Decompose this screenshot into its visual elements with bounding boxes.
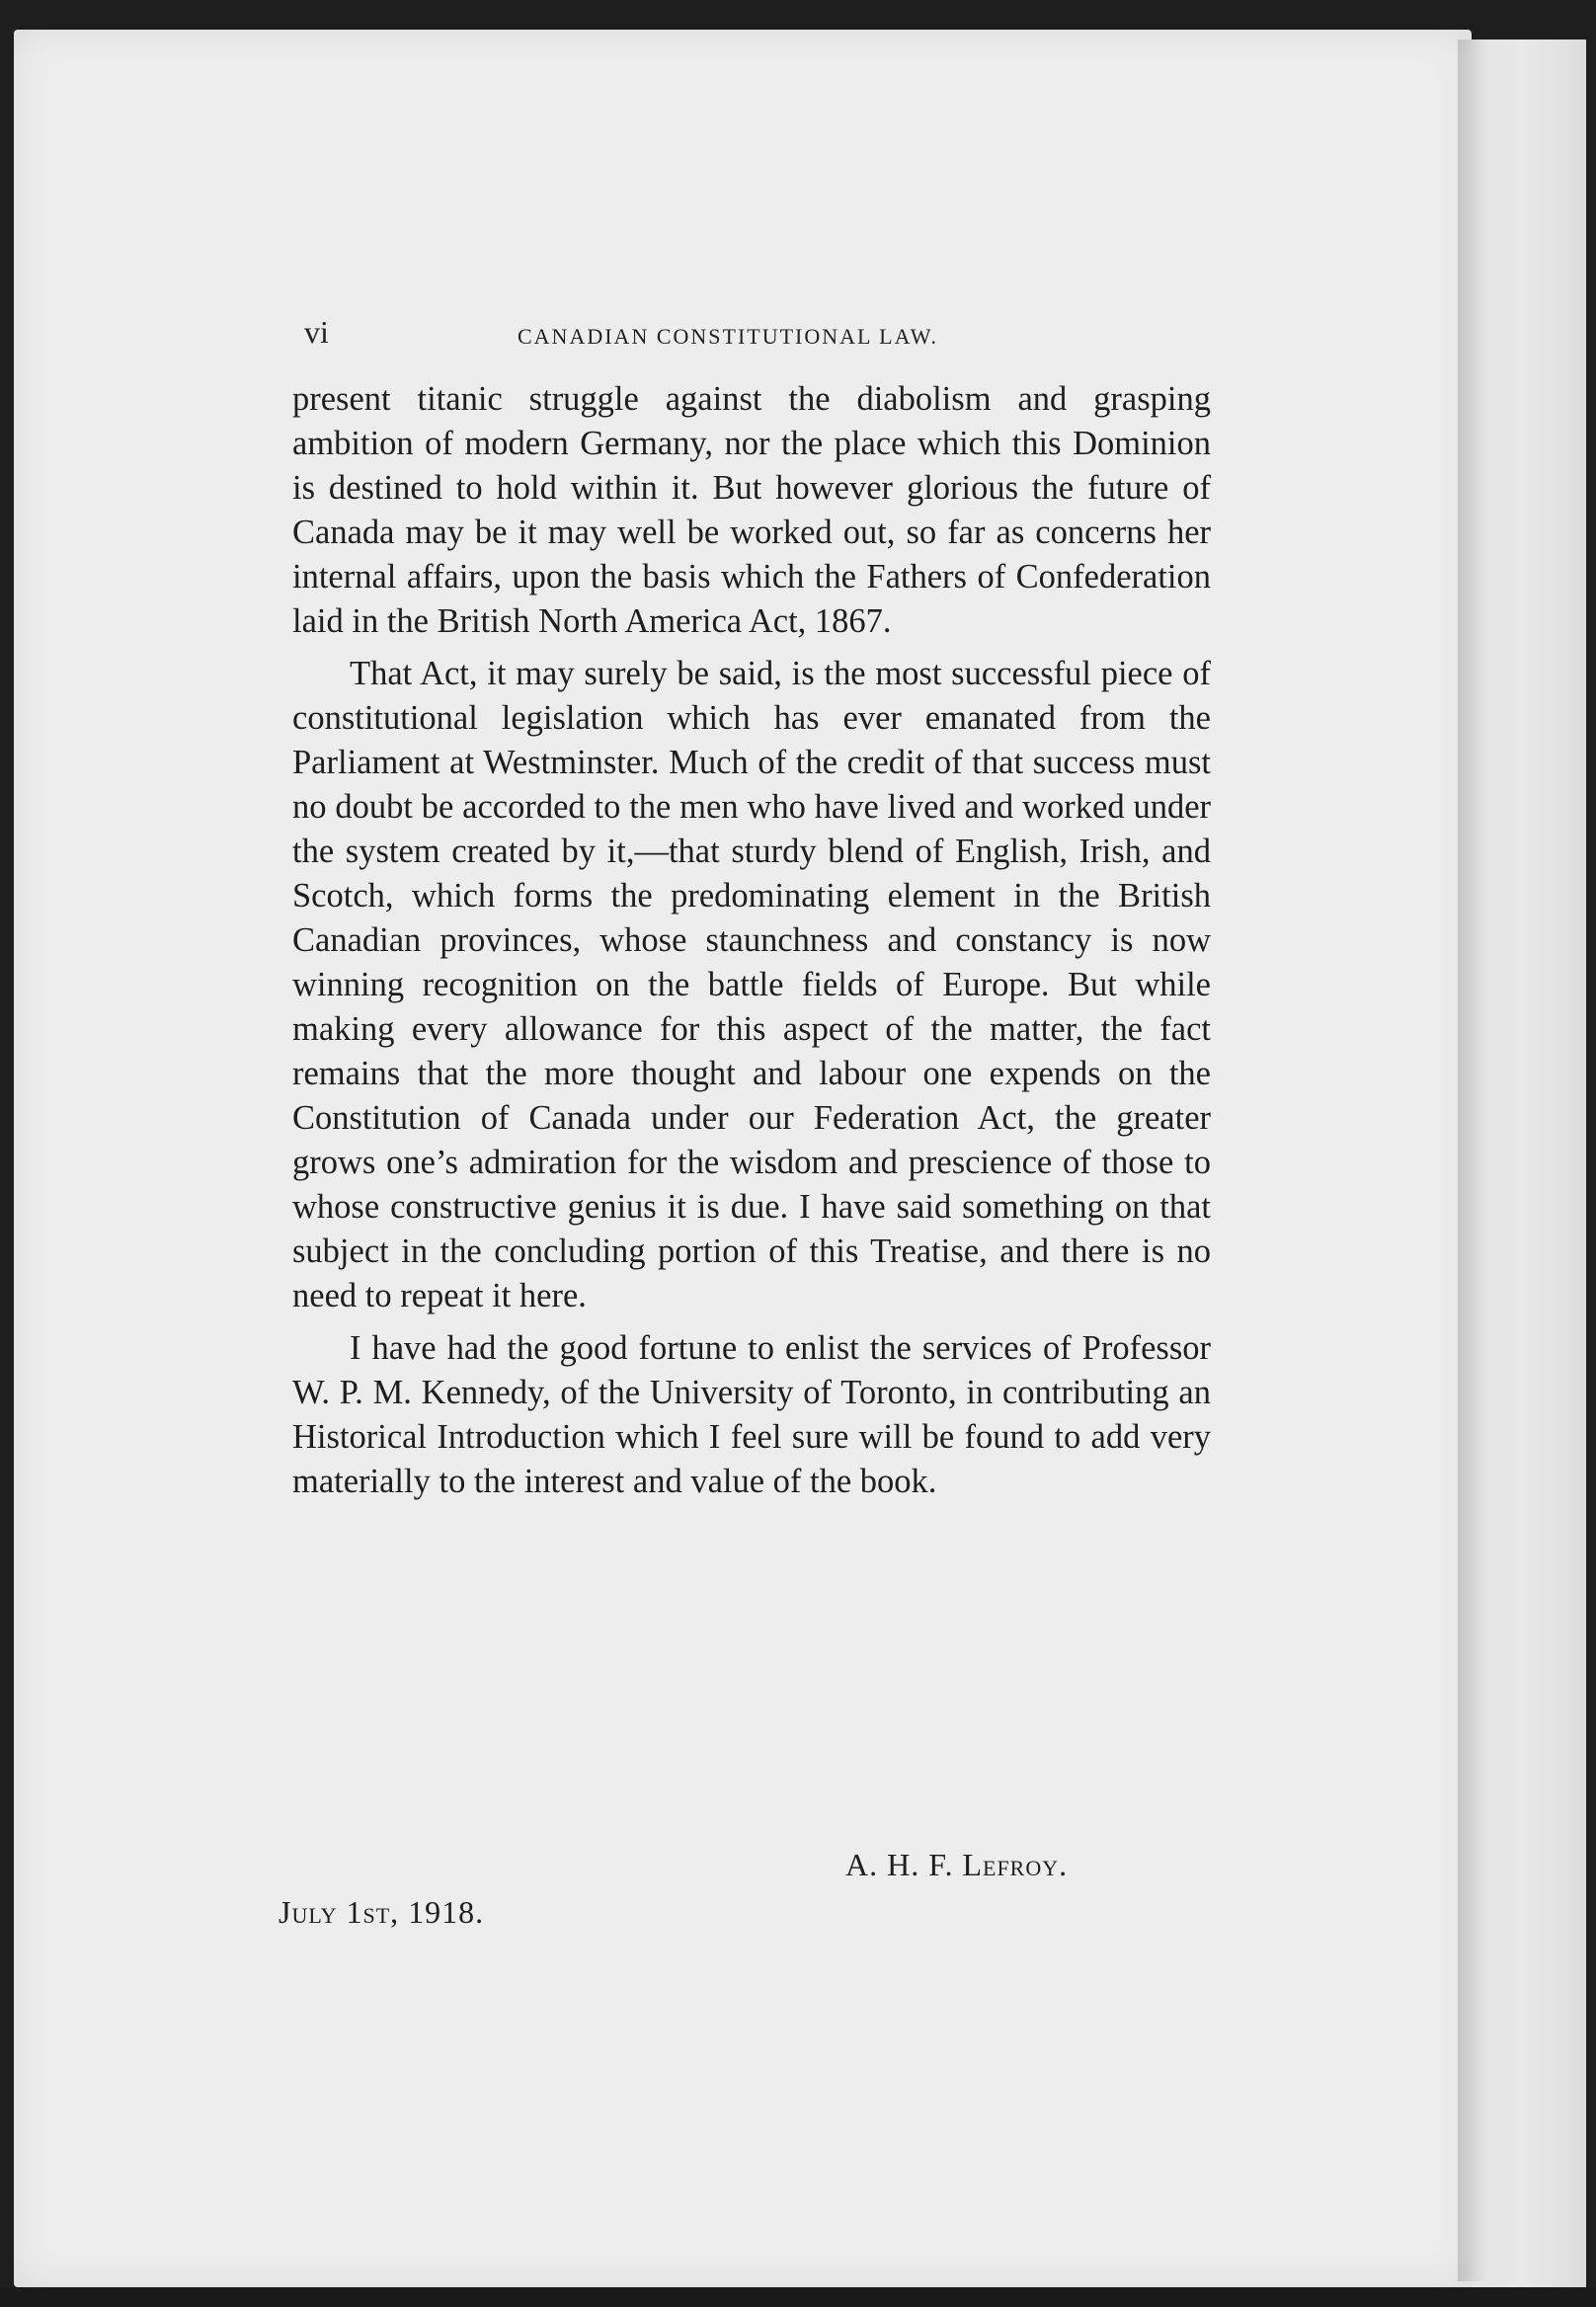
running-title: CANADIAN CONSTITUTIONAL LAW. <box>518 324 938 349</box>
preface-text <box>292 377 1211 1504</box>
running-head <box>304 314 1015 354</box>
paragraph-continuation: present titanic struggle against the diabolism and grasping ambition of modern Germany, nor the place which this Dominion is destined to hold within it. But however glorious the future of Canada may be it may well be worked out, so far as concerns her internal affairs, upon the basis which the Fathers of Confederation laid in the British North America Act, 1867. <box>292 380 1211 640</box>
page-gutter-shadow <box>1458 40 1487 2281</box>
paragraph-acknowledgement: I have had the good fortune to enlist the services of Professor W. P. M. Kennedy, of the University of Toronto, in contributing an Historical Introduction which I feel sure will be found to add very materially to the interest and value of the book. <box>292 1329 1211 1500</box>
scan-bottom-border <box>0 2287 1596 2307</box>
date-line: July 1st, 1918. <box>279 1894 485 1930</box>
page-number: vi <box>304 314 329 350</box>
paragraph-that-act: That Act, it may surely be said, is the most successful piece of constitutional legislation which has ever emanated from the Parliament at Westminster. Much of the credit of that success must no doubt be accorded to the men who have lived and worked under the system created by it,—that sturdy blend of English, Irish, and Scotch, which forms the predominating element in the British Canadian provinces, whose staunchness and constancy is now winning recognition on the battle fields of Europe. But while making every allowance for this aspect of the matter, the fact remains that the more thought and labour one expends on the Constitution of Canada under our Federation Act, the greater grows one’s admiration for the wisdom and prescience of those to whose constructive genius it is due. I have said something on that subject in the concluding portion of this Treatise, and there is no need to repeat it here. <box>292 655 1211 1314</box>
author-signature: A. H. F. Lefroy. <box>845 1847 1069 1882</box>
